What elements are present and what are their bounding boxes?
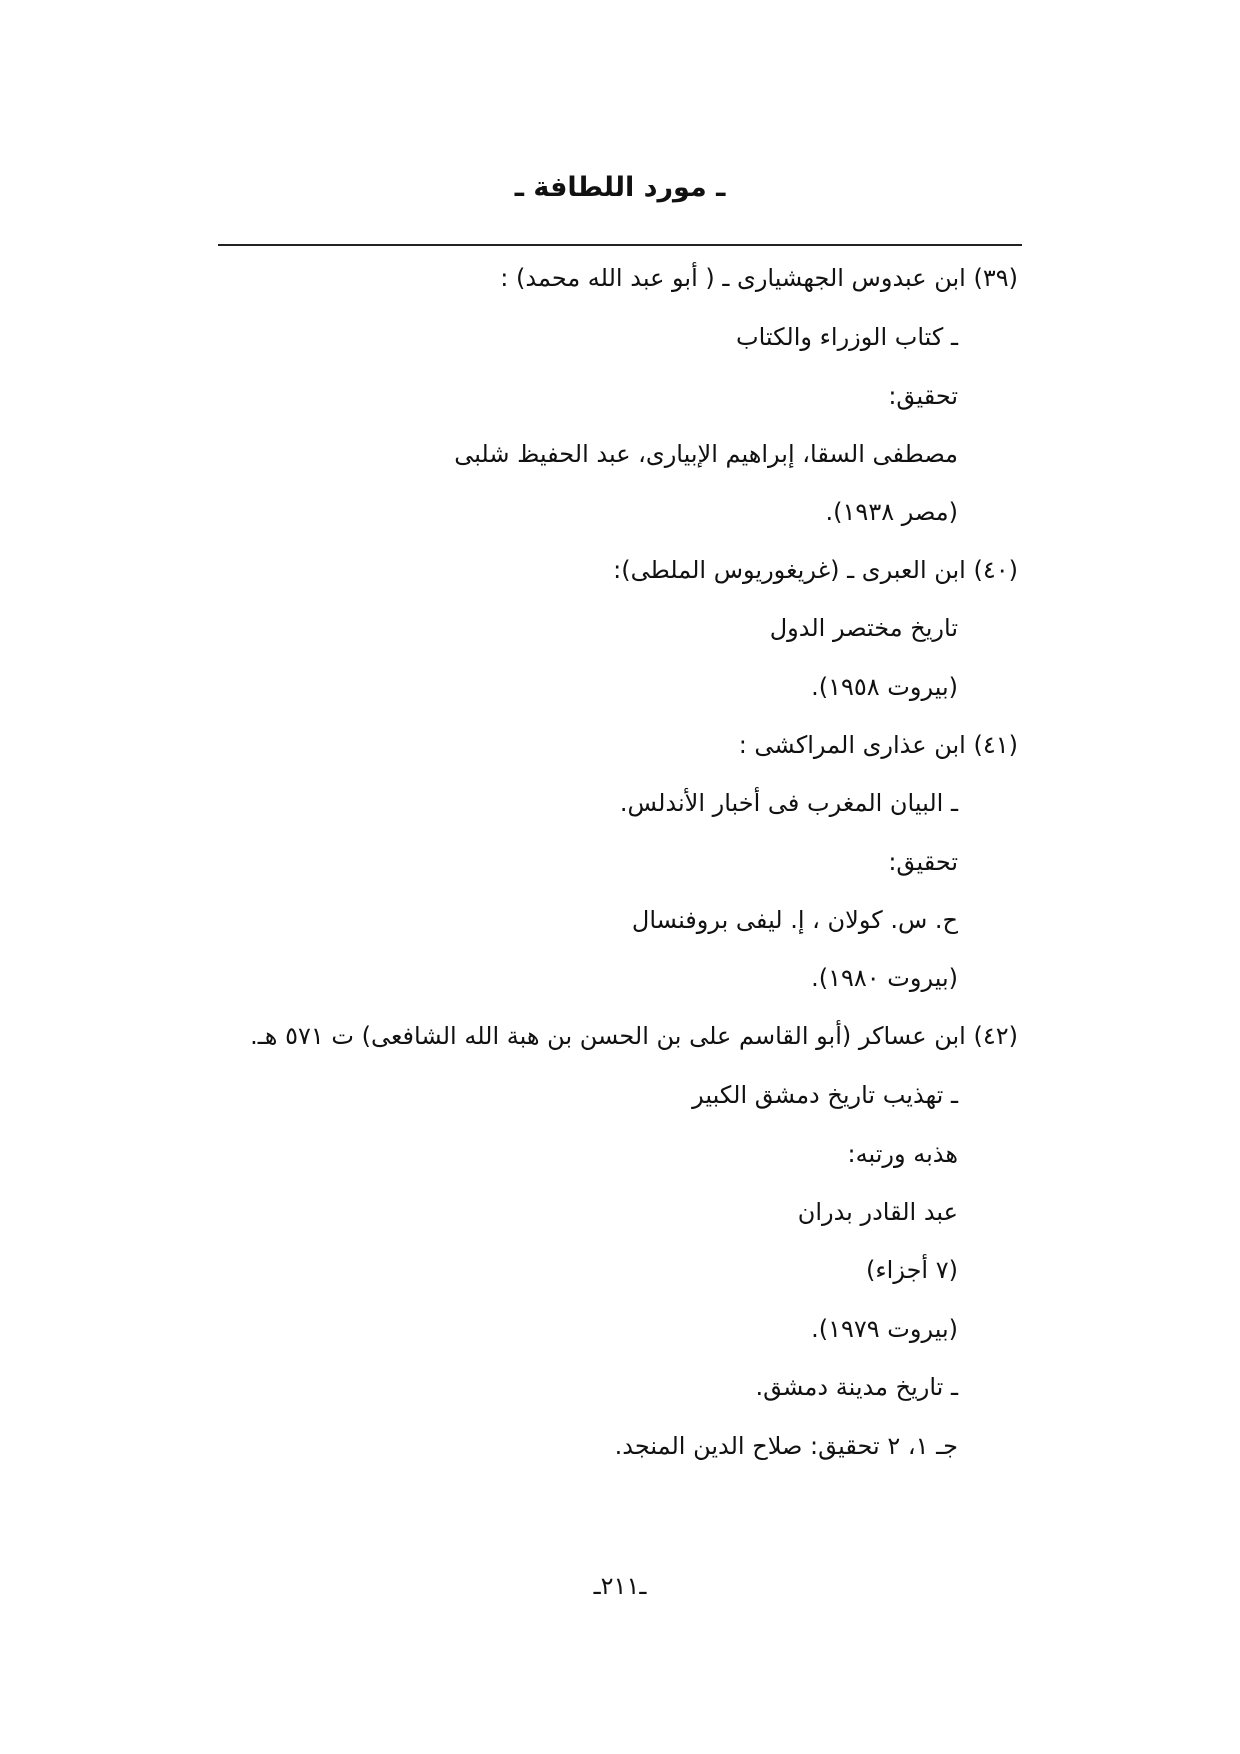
entry-42-line-5: (بيروت ١٩٧٩).: [811, 1315, 958, 1343]
entry-41-line-1: ـ البيان المغرب فى أخبار الأندلس.: [619, 789, 958, 817]
entry-41-heading: (٤١) ابن عذارى المراكشى :: [738, 731, 1018, 759]
entry-42-line-1: ـ تهذيب تاريخ دمشق الكبير: [692, 1081, 958, 1109]
entry-41-line-4: (بيروت ١٩٨٠).: [811, 964, 958, 992]
entry-42-line-3: عبد القادر بدران: [797, 1198, 958, 1226]
entry-39-line-1: ـ كتاب الوزراء والكتاب: [736, 323, 958, 351]
running-header-title: ـ مورد اللطافة ـ: [514, 172, 726, 203]
entry-42-line-4: (٧ أجزاء): [866, 1256, 958, 1284]
entry-40-heading: (٤٠) ابن العبرى ـ (غريغوريوس الملطى):: [613, 556, 1018, 584]
entry-42-heading: (٤٢) ابن عساكر (أبو القاسم على بن الحسن بن هبة الله الشافعى) ت ٥٧١ هـ.: [250, 1022, 1018, 1050]
page-number: ـ٢١١ـ: [593, 1572, 647, 1600]
entry-40-line-1: تاريخ مختصر الدول: [769, 614, 958, 642]
entry-42-line-6: ـ تاريخ مدينة دمشق.: [755, 1373, 958, 1401]
entry-39-line-2: تحقيق:: [888, 382, 958, 410]
entry-39-heading: (٣٩) ابن عبدوس الجهشيارى ـ ( أبو عبد الله محمد) :: [500, 264, 1018, 292]
entry-42-line-2: هذبه ورتبه:: [847, 1140, 958, 1168]
entry-39-line-4: (مصر ١٩٣٨).: [825, 498, 958, 526]
entry-41-line-3: ح. س. كولان ، إ. ليفى بروفنسال: [631, 906, 958, 934]
entry-40-line-2: (بيروت ١٩٥٨).: [811, 673, 958, 701]
entry-41-line-2: تحقيق:: [888, 848, 958, 876]
entry-42-line-7: جـ ١، ٢ تحقيق: صلاح الدين المنجد.: [614, 1432, 958, 1460]
header-rule: [218, 244, 1022, 246]
entry-39-line-3: مصطفى السقا، إبراهيم الإبيارى، عبد الحفيظ شلبى: [454, 440, 958, 468]
